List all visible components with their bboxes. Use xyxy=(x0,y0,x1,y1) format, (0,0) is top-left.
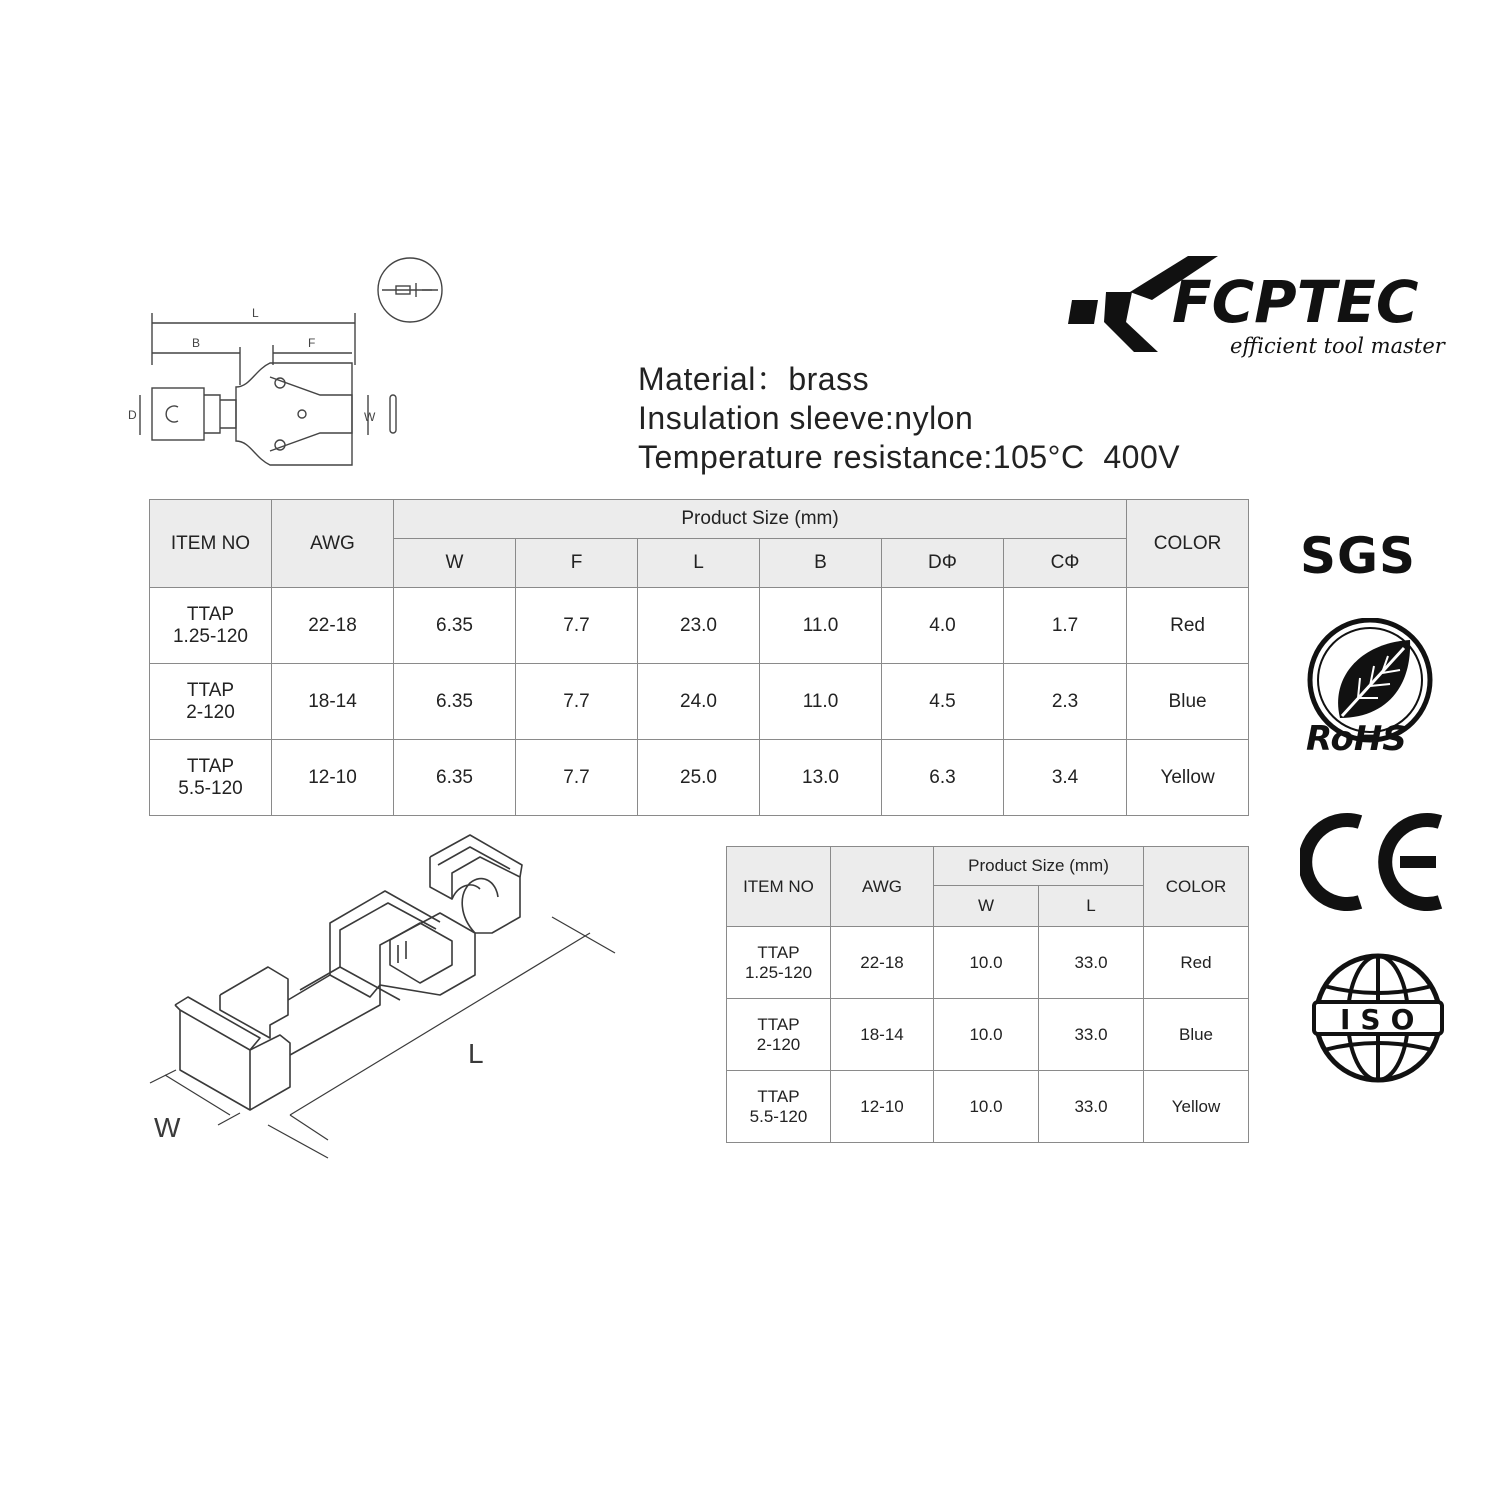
cell-awg: 22-18 xyxy=(831,927,934,999)
cell-item-no: TTAP 5.5-120 xyxy=(150,740,272,816)
cell-f: 7.7 xyxy=(516,664,638,740)
header-item-no: ITEM NO xyxy=(727,847,831,927)
spec-temperature: Temperature resistance:105°C 400V xyxy=(638,439,1181,475)
cell-awg: 22-18 xyxy=(272,588,394,664)
brand-name: FCPTEC xyxy=(1172,268,1419,336)
header-d: DΦ xyxy=(882,539,1004,588)
cell-item-no: TTAP 1.25-120 xyxy=(727,927,831,999)
cell-d: 4.0 xyxy=(882,588,1004,664)
header-c: CΦ xyxy=(1004,539,1127,588)
cell-l: 24.0 xyxy=(638,664,760,740)
cell-c: 3.4 xyxy=(1004,740,1127,816)
cell-item-no: TTAP 5.5-120 xyxy=(727,1071,831,1143)
cell-color: Blue xyxy=(1144,999,1249,1071)
brand-logo xyxy=(1068,252,1488,362)
cell-w: 10.0 xyxy=(934,1071,1039,1143)
cell-item-no: TTAP 2-120 xyxy=(727,999,831,1071)
header-awg: AWG xyxy=(831,847,934,927)
table-row xyxy=(727,927,1249,999)
header-awg: AWG xyxy=(272,500,394,588)
table-row xyxy=(150,664,1249,740)
cell-b: 11.0 xyxy=(760,588,882,664)
rohs-icon xyxy=(1300,618,1450,758)
ce-mark-icon xyxy=(1300,810,1450,914)
cell-color: Blue xyxy=(1127,664,1249,740)
header-w: W xyxy=(934,886,1039,927)
dim-label-F: F xyxy=(308,336,316,350)
cell-c: 1.7 xyxy=(1004,588,1127,664)
cell-item-no: TTAP 2-120 xyxy=(150,664,272,740)
dim-label-B: B xyxy=(192,336,201,350)
connector-3d-drawing xyxy=(140,825,630,1165)
cell-l: 33.0 xyxy=(1039,927,1144,999)
table-row xyxy=(727,1071,1249,1143)
table-row xyxy=(150,740,1249,816)
cell-color: Yellow xyxy=(1144,1071,1249,1143)
cell-awg: 12-10 xyxy=(272,740,394,816)
cell-color: Yellow xyxy=(1127,740,1249,816)
cell-color: Red xyxy=(1127,588,1249,664)
header-b: B xyxy=(760,539,882,588)
header-item-no: ITEM NO xyxy=(150,500,272,588)
spec-table-secondary xyxy=(726,846,1249,1143)
header-f: F xyxy=(516,539,638,588)
header-product-size: Product Size (mm) xyxy=(934,847,1144,886)
spec-table-main xyxy=(149,499,1249,816)
cell-item-no: TTAP 1.25-120 xyxy=(150,588,272,664)
cell-color: Red xyxy=(1144,927,1249,999)
cell-w: 6.35 xyxy=(394,664,516,740)
cell-awg: 18-14 xyxy=(831,999,934,1071)
cell-d: 6.3 xyxy=(882,740,1004,816)
dim-label-L: L xyxy=(468,1038,484,1069)
cell-l: 33.0 xyxy=(1039,1071,1144,1143)
cell-b: 13.0 xyxy=(760,740,882,816)
brand-tagline: efficient tool master xyxy=(1230,334,1445,358)
header-l: L xyxy=(638,539,760,588)
rohs-label: RoHS xyxy=(1306,719,1407,758)
cell-d: 4.5 xyxy=(882,664,1004,740)
dim-label-W: W xyxy=(154,1112,181,1143)
cell-w: 6.35 xyxy=(394,588,516,664)
cell-l: 33.0 xyxy=(1039,999,1144,1071)
cell-f: 7.7 xyxy=(516,740,638,816)
cell-l: 25.0 xyxy=(638,740,760,816)
spec-material: Material：brass xyxy=(638,361,870,397)
cell-b: 11.0 xyxy=(760,664,882,740)
table-row xyxy=(727,999,1249,1071)
dim-label-L: L xyxy=(252,306,259,320)
header-color: COLOR xyxy=(1127,500,1249,588)
spec-insulation: Insulation sleeve:nylon xyxy=(638,400,974,436)
header-product-size: Product Size (mm) xyxy=(394,500,1127,539)
cell-w: 10.0 xyxy=(934,927,1039,999)
iso-icon xyxy=(1300,950,1450,1090)
cell-l: 23.0 xyxy=(638,588,760,664)
sgs-logo: SGS xyxy=(1300,527,1417,585)
cell-awg: 12-10 xyxy=(831,1071,934,1143)
terminal-technical-drawing xyxy=(120,255,450,475)
cell-c: 2.3 xyxy=(1004,664,1127,740)
iso-label: ISO xyxy=(1340,1003,1425,1036)
header-color: COLOR xyxy=(1144,847,1249,927)
cell-w: 10.0 xyxy=(934,999,1039,1071)
dim-label-D: D xyxy=(128,408,137,422)
cell-f: 7.7 xyxy=(516,588,638,664)
material-specs xyxy=(638,360,1180,477)
header-l: L xyxy=(1039,886,1144,927)
cell-awg: 18-14 xyxy=(272,664,394,740)
header-w: W xyxy=(394,539,516,588)
cell-w: 6.35 xyxy=(394,740,516,816)
dim-label-W: W xyxy=(364,410,376,424)
table-row xyxy=(150,588,1249,664)
